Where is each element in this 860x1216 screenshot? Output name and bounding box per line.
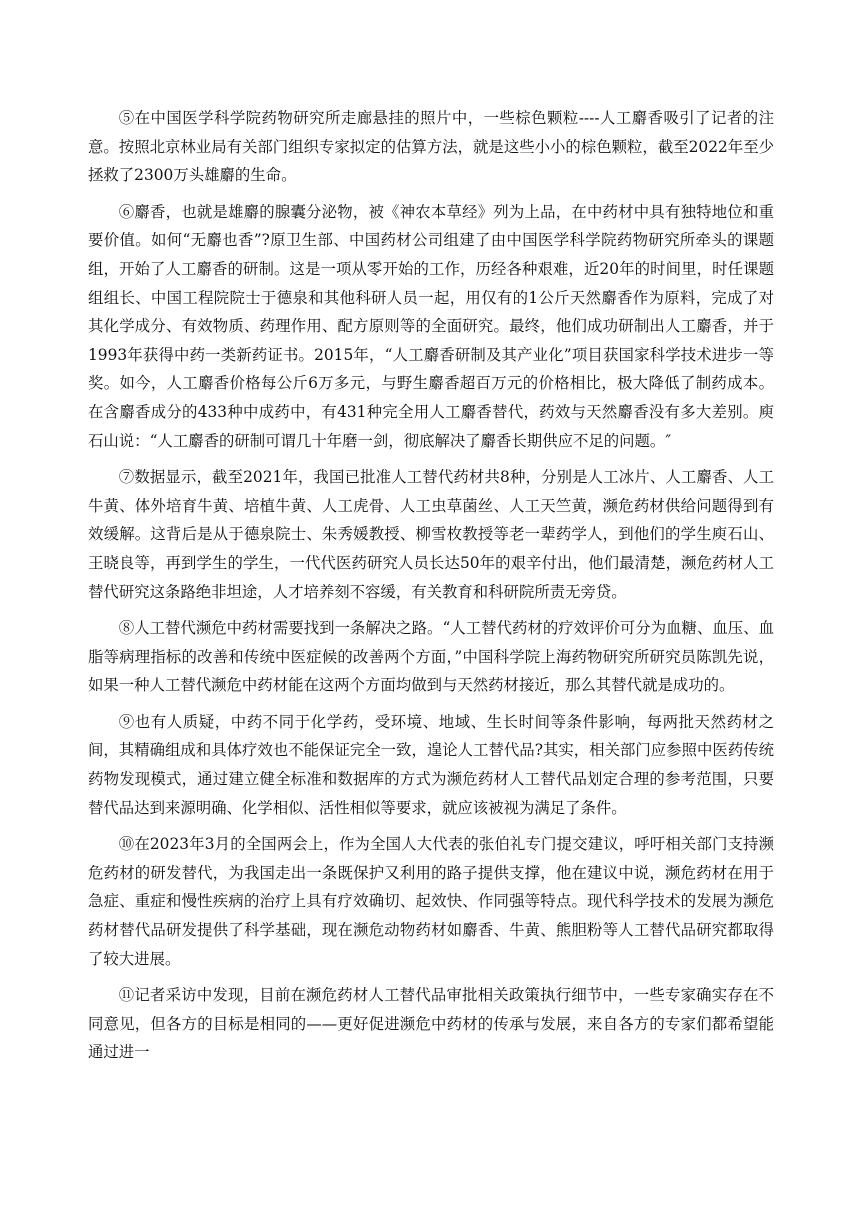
paragraph-8: ⑧人工替代濒危中药材需要找到一条解决之路。“人工替代药材的疗效评价可分为血糖、血压、血脂等病理指标的改善和传统中医症候的改善两个方面，”中国科学院上海药物研究所研究员陈凯先说，如果一种人工替代濒危中药材能在这两个方面均做到与天然药材接近，那么其替代就是成功的。 [88, 619, 774, 695]
paragraph-11: ⑪记者采访中发现，目前在濒危药材人工替代品审批相关政策执行细节中，一些专家确实存在不同意见，但各方的目标是相同的——更好促进濒危中药材的传承与发展，来自各方的专家们都希望能通过进一 [88, 986, 774, 1062]
paragraph-9: ⑨也有人质疑，中药不同于化学药，受环境、地域、生长时间等条件影响，每两批天然药材之间，其精确组成和具体疗效也不能保证完全一致，遑论人工替代品?其实，相关部门应参照中医药传统药物发现模式，通过建立健全标准和数据库的方式为濒危药材人工替代品划定合理的参考范围，只要替代品达到来源明确、化学相似、活性相似等要求，就应该被视为满足了条件。 [88, 712, 774, 817]
paragraph-10: ⑩在2023年3月的全国两会上，作为全国人大代表的张伯礼专门提交建议，呼吁相关部门支持濒危药材的研发替代，为我国走出一条既保护又利用的路子提供支撑，他在建议中说，濒危药材在用于急症、重症和慢性疾病的治疗上具有疗效确切、起效快、作同强等特点。现代科学技术的发展为濒危药材替代品研发提供了科学基础，现在濒危动物药材如麝香、牛黄、熊胆粉等人工替代品研究都取得了较大进展。 [88, 835, 774, 968]
article-body [88, 104, 774, 1075]
paragraph-7: ⑦数据显示，截至2021年，我国已批准人工替代药材共8种，分别是人工冰片、人工麝香、人工牛黄、体外培育牛黄、培植牛黄、人工虎骨、人工虫草菌丝、人工天竺黄，濒危药材供给问题得到有效缓解。这背后是从于德泉院士、朱秀媛教授、柳雪枚教授等老一辈药学人，到他们的学生庾石山、王晓良等，再到学生的学生，一代代医药研究人员长达50年的艰辛付出，他们最清楚，濒危药材人工替代研究这条路绝非坦途，人才培养刻不容缓，有关教育和科研院所责无旁贷。 [88, 468, 774, 601]
paragraph-5: ⑤在中国医学科学院药物研究所走廊悬挂的照片中，一些棕色颗粒----人工麝香吸引了记者的注意。按照北京林业局有关部门组织专家拟定的估算方法，就是这些小小的棕色颗粒，截至2022年至少拯救了2300万头雄麝的生命。 [88, 109, 774, 185]
paragraph-6: ⑥麝香，也就是雄麝的腺囊分泌物，被《神农本草经》列为上品，在中药材中具有独特地位和重要价值。如何“无麝也香”?原卫生部、中国药材公司组建了由中国医学科学院药物研究所牵头的课题组，开始了人工麝香的研制。这是一项从零开始的工作，历经各种艰难，近20年的时间里，时任课题组组长、中国工程院院士于德泉和其他科研人员一起，用仅有的1公斤天然麝香作为原料，完成了对其化学成分、有效物质、药理作用、配方原则等的全面研究。最终，他们成功研制出人工麝香，并于1993年获得中药一类新药证书。2015年，“人工麝香研制及其产业化”项目获国家科学技术进步一等奖。如今，人工麝香价格每公斤6万多元，与野生麝香超百万元的价格相比，极大降低了制药成本。在含麝香成分的433种中成药中，有431种完全用人工麝香替代，药效与天然麝香没有多大差别。庾石山说：“人工麝香的研制可谓几十年磨一剑，彻底解决了麝香长期供应不足的问题。″ [88, 202, 774, 450]
